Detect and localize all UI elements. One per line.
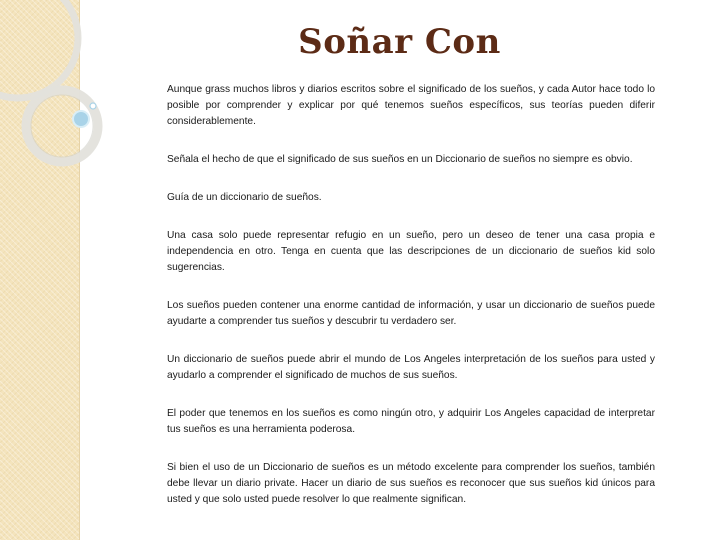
blue-orb (73, 111, 89, 127)
paragraph: El poder que tenemos en los sueños es como ningún otro, y adquirir Los Angeles capacidad de interpretar tus sueños es una herramienta poderosa. (167, 408, 655, 435)
paragraph: Un diccionario de sueños puede abrir el mundo de Los Angeles interpretación de los sueños para usted y ayudarlo a comprender el significado de muchos de sus sueños. (167, 354, 655, 381)
slide-body (167, 82, 655, 530)
large-ring (0, 0, 78, 98)
small-ring (26, 90, 98, 162)
paragraph: Los sueños pueden contener una enorme cantidad de información, y usar un diccionario de sueños puede ayudarte a comprender tus sueños y descubrir tu verdadero ser. (167, 300, 655, 327)
paragraph: Guía de un diccionario de sueños. (167, 192, 322, 203)
small-orb (90, 103, 96, 109)
paragraph: Si bien el uso de un Diccionario de sueños es un método excelente para comprender los sueños, también debe llevar un diario private. Hacer un diario de sus sueños es reconocer que sus sueños kid únicos para usted y que solo usted puede resolver lo que realmente significan. (167, 462, 655, 505)
paragraph: Una casa solo puede representar refugio en un sueño, pero un deseo de tener una casa propia e independencia en otro. Tenga en cuenta que las descripciones de un diccionario de sueños kid solo sugerencias. (167, 230, 655, 273)
slide-title: Soñar Con (298, 22, 501, 62)
paragraph: Señala el hecho de que el significado de sus sueños en un Diccionario de sueños no siempre es obvio. (167, 154, 633, 165)
paragraph: Aunque grass muchos libros y diarios escritos sobre el significado de los sueños, y cada Autor hace todo lo posible por comprender y explicar por qué tenemos sueños específicos, sus teorías pueden diferir considerablemente. (167, 84, 655, 127)
